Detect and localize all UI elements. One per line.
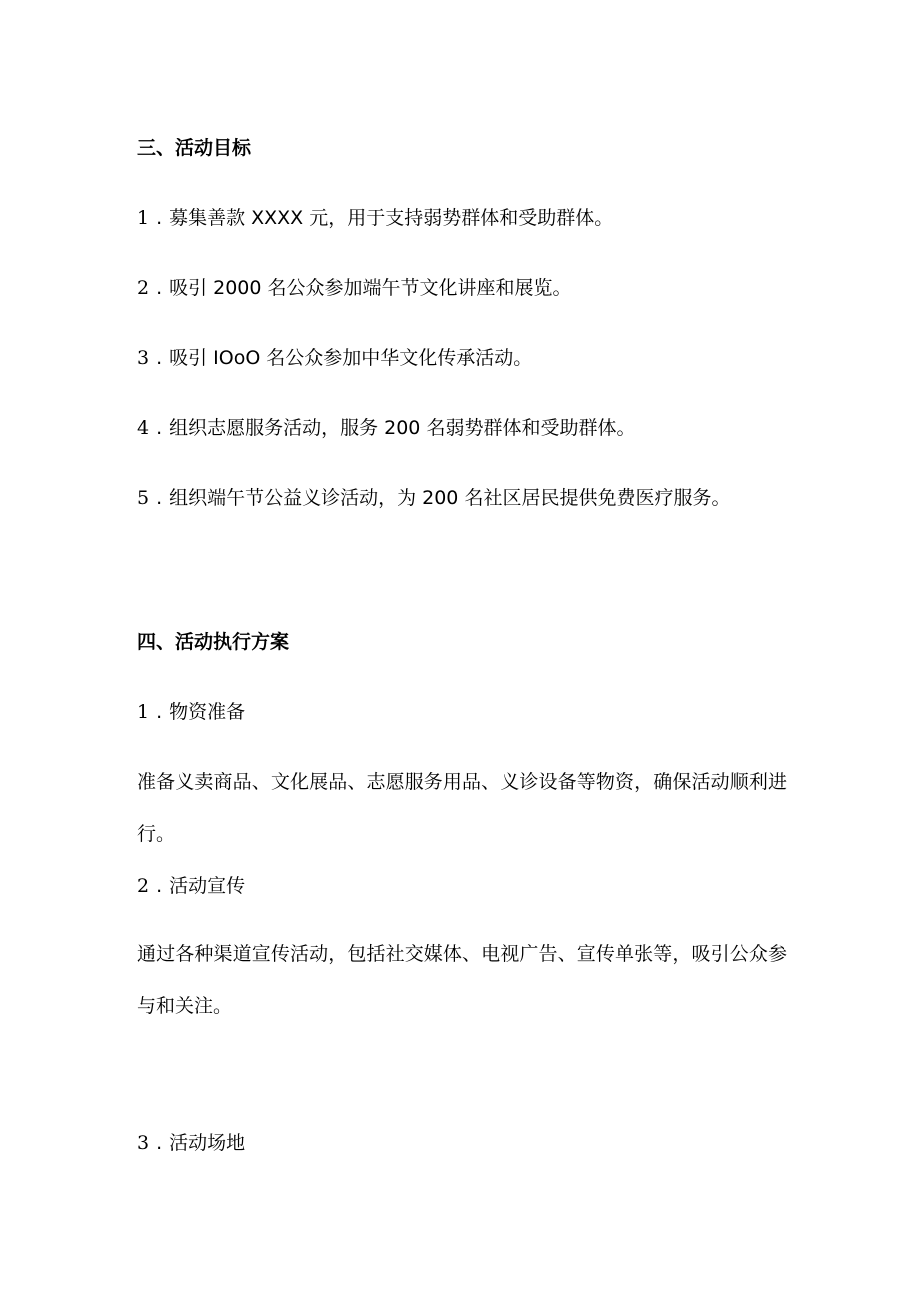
subsection-title xyxy=(137,700,797,724)
section-heading-plan: 四、活动执行方案 xyxy=(137,631,290,653)
item-dot: . xyxy=(156,1132,163,1154)
item-number: 4 xyxy=(137,417,150,439)
item-number: 3 xyxy=(137,347,150,369)
item-number: 1 xyxy=(137,207,150,229)
paragraph-materials: 准备义卖商品、文化展品、志愿服务用品、义诊设备等物资，确保活动顺利进行。 xyxy=(137,771,787,845)
item-dot: . xyxy=(156,417,163,439)
item-number: 2 xyxy=(137,277,150,299)
paragraph-promotion: 通过各种渠道宣传活动，包括社交媒体、电视广告、宣传单张等，吸引公众参与和关注。 xyxy=(137,943,787,1017)
list-item xyxy=(137,276,797,300)
item-dot: . xyxy=(156,207,163,229)
subsection-label: 活动场地 xyxy=(169,1132,246,1154)
item-text: 组织志愿服务活动，服务 200 名弱势群体和受助群体。 xyxy=(169,417,636,439)
subsection-title xyxy=(137,1131,797,1155)
subsection-title xyxy=(137,874,797,898)
list-item xyxy=(137,206,797,230)
list-item xyxy=(137,346,797,370)
item-dot: . xyxy=(156,347,163,369)
item-text: 募集善款 XXXX 元，用于支持弱势群体和受助群体。 xyxy=(169,207,614,229)
item-text: 吸引 2000 名公众参加端午节文化讲座和展览。 xyxy=(169,277,572,299)
item-number: 5 xyxy=(137,487,150,509)
subsection-number: 1 xyxy=(137,701,150,723)
item-text: 吸引 IOoO 名公众参加中华文化传承活动。 xyxy=(169,347,533,369)
list-item xyxy=(137,486,797,510)
item-dot: . xyxy=(156,487,163,509)
section-heading-goals: 三、活动目标 xyxy=(137,137,252,159)
item-dot: . xyxy=(156,875,163,897)
subsection-label: 物资准备 xyxy=(169,701,246,723)
item-text: 组织端午节公益义诊活动，为 200 名社区居民提供免费医疗服务。 xyxy=(169,487,731,509)
item-dot: . xyxy=(156,277,163,299)
subsection-label: 活动宣传 xyxy=(169,875,246,897)
list-item xyxy=(137,416,797,440)
item-dot: . xyxy=(156,701,163,723)
subsection-number: 3 xyxy=(137,1132,150,1154)
subsection-number: 2 xyxy=(137,875,150,897)
